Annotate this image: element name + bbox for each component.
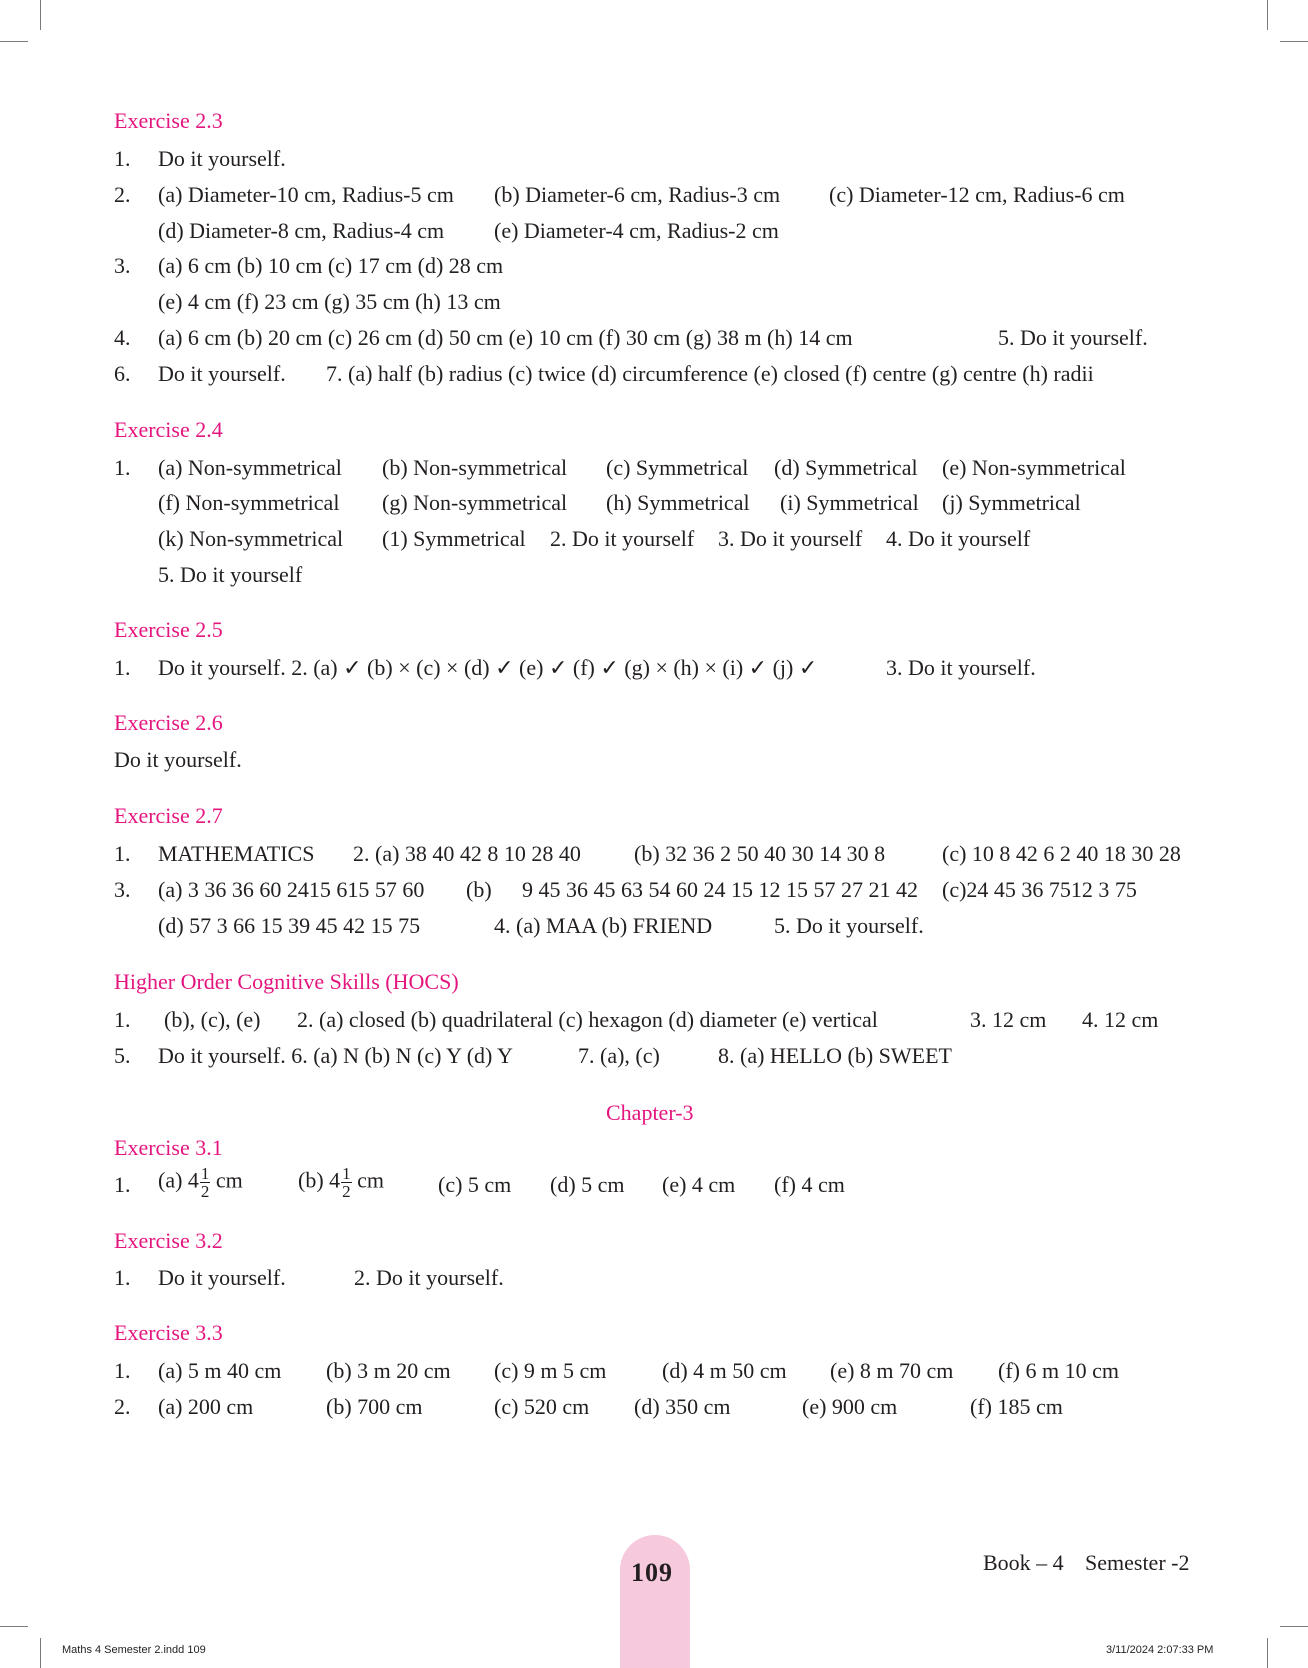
heading-exercise-3-3: Exercise 3.3 (114, 1320, 223, 1345)
answer-text: (e) 8 m 70 cm (830, 1358, 954, 1383)
question-number: 1. (114, 1265, 131, 1290)
answer-text: (b) Non-symmetrical (382, 455, 568, 480)
answer-text: (d) 4 m 50 cm (662, 1358, 787, 1383)
answer-text: 3. Do it yourself (718, 526, 863, 551)
crop-mark-top-right-horizontal (1280, 41, 1308, 42)
question-number: 1. (114, 1172, 131, 1197)
page-number-tab (620, 1535, 690, 1668)
answer-text: Do it yourself. (158, 361, 286, 386)
question-number: 1. (114, 655, 131, 680)
fraction-denominator: 2 (342, 1182, 351, 1201)
answer-text: (e) 4 cm (f) 23 cm (g) 35 cm (h) 13 cm (158, 289, 501, 314)
question-number: 3. (114, 253, 131, 278)
fraction-numerator: 1 (200, 1164, 210, 1183)
question-number: 1. (114, 1007, 131, 1032)
answer-text: Do it yourself. (158, 146, 286, 171)
crop-mark-top-left-horizontal (0, 41, 28, 42)
question-number: 1. (114, 455, 131, 480)
answer-text: (a) 6 cm (b) 10 cm (c) 17 cm (d) 28 cm (158, 253, 504, 278)
answer-text: Do it yourself. 6. (a) N (b) N (c) Y (d) Y (158, 1043, 513, 1068)
answer-text: (h) Symmetrical (606, 490, 750, 515)
answer-text: 3. 12 cm (970, 1007, 1047, 1032)
answer-label: (a) 4 (158, 1167, 199, 1193)
answer-text: 5. Do it yourself. (998, 325, 1148, 350)
answer-text: (e) 4 cm (662, 1172, 736, 1197)
answer-text: 9 45 36 45 63 54 60 24 15 12 15 57 27 21 42 (522, 877, 918, 902)
slug-file-info: Maths 4 Semester 2.indd 109 (62, 1644, 206, 1656)
answer-text: 7. (a), (c) (578, 1043, 660, 1068)
fraction-one-half (341, 1165, 352, 1200)
page-number: 109 (631, 1558, 673, 1587)
answer-text: (c) Symmetrical (606, 455, 749, 480)
heading-exercise-2-4: Exercise 2.4 (114, 417, 223, 442)
answer-unit: cm (215, 1167, 243, 1193)
answer-text: 2. Do it yourself. (354, 1265, 504, 1290)
answer-text: (k) Non-symmetrical (158, 526, 344, 551)
answer-text: (a) 6 cm (b) 20 cm (c) 26 cm (d) 50 cm (e) 10 cm (f) 30 cm (g) 38 m (h) 14 cm (158, 325, 853, 350)
chapter-title: Chapter-3 (606, 1100, 694, 1125)
heading-hocs: Higher Order Cognitive Skills (HOCS) (114, 969, 459, 994)
answer-a (158, 1165, 243, 1200)
heading-exercise-3-1: Exercise 3.1 (114, 1135, 223, 1160)
heading-exercise-2-5: Exercise 2.5 (114, 617, 223, 642)
question-number: 2. (114, 182, 131, 207)
question-number: 1. (114, 841, 131, 866)
answer-text: (e) 900 cm (802, 1394, 898, 1419)
answer-text: (a) 200 cm (158, 1394, 254, 1419)
answer-text: 2. (a) 38 40 42 8 10 28 40 (353, 841, 581, 866)
answer-label: (b) 4 (298, 1167, 341, 1193)
answer-text: (b) Diameter-6 cm, Radius-3 cm (494, 182, 781, 207)
answer-text: Do it yourself. (158, 1265, 286, 1290)
answer-text: 2. Do it yourself (550, 526, 695, 551)
answer-text: (c) 520 cm (494, 1394, 590, 1419)
answer-text: (e) Non-symmetrical (942, 455, 1126, 480)
answer-text: (b) 32 36 2 50 40 30 14 30 8 (634, 841, 886, 866)
answer-text: (d) 57 3 66 15 39 45 42 15 75 (158, 913, 421, 938)
answer-text: 2. (a) closed (b) quadrilateral (c) hexagon (d) diameter (e) vertical (297, 1007, 878, 1032)
question-number: 2. (114, 1394, 131, 1419)
answer-text: (c) 10 8 42 6 2 40 18 30 28 (942, 841, 1181, 866)
question-number: 3. (114, 877, 131, 902)
fraction-denominator: 2 (200, 1182, 210, 1201)
answer-text: Do it yourself. (114, 747, 242, 772)
crop-mark-top-left-vertical (40, 0, 41, 30)
crop-mark-bottom-right-vertical (1267, 1638, 1268, 1668)
question-number: 4. (114, 325, 131, 350)
answer-text: MATHEMATICS (158, 841, 315, 866)
question-number: 5. (114, 1043, 131, 1068)
answer-text: (a) 3 36 36 60 2415 615 57 60 (158, 877, 425, 902)
crop-mark-bottom-right-horizontal (1280, 1626, 1308, 1627)
answer-text: (f) 6 m 10 cm (998, 1358, 1119, 1383)
answer-text: Do it yourself. 2. (a) ✓ (b) × (c) × (d) ✓ (e) ✓ (f) ✓ (g) × (h) × (i) ✓ (j) ✓ (158, 655, 818, 680)
answer-text: (d) Symmetrical (774, 455, 918, 480)
answer-text: 4. (a) MAA (b) FRIEND (494, 913, 713, 938)
crop-mark-bottom-left-horizontal (0, 1626, 28, 1627)
answer-text: (b), (c), (e) (164, 1007, 261, 1032)
answer-text: (c) 9 m 5 cm (494, 1358, 607, 1383)
answer-text: 3. Do it yourself. (886, 655, 1036, 680)
answer-text: (a) Diameter-10 cm, Radius-5 cm (158, 182, 454, 207)
answer-text: (c)24 45 36 7512 3 75 (942, 877, 1137, 902)
answer-text: (i) Symmetrical (780, 490, 919, 515)
answer-text: (e) Diameter-4 cm, Radius-2 cm (494, 218, 779, 243)
crop-mark-bottom-left-vertical (40, 1638, 41, 1668)
answer-text: (1) Symmetrical (382, 526, 526, 551)
question-number: 1. (114, 146, 131, 171)
answer-text: (a) 5 m 40 cm (158, 1358, 282, 1383)
answer-b (298, 1165, 384, 1200)
answer-text: 5. Do it yourself. (774, 913, 924, 938)
answer-text: (b) (466, 877, 492, 902)
fraction-numerator: 1 (342, 1164, 351, 1183)
heading-exercise-2-7: Exercise 2.7 (114, 803, 223, 828)
answer-text: (b) 3 m 20 cm (326, 1358, 451, 1383)
book-label: Book – 4 (983, 1550, 1064, 1575)
answer-text: 7. (a) half (b) radius (c) twice (d) circumference (e) closed (f) centre (g) centre (h) radii (326, 361, 1094, 386)
answer-text: (f) 185 cm (970, 1394, 1063, 1419)
answer-unit: cm (357, 1167, 385, 1193)
heading-exercise-3-2: Exercise 3.2 (114, 1228, 223, 1253)
heading-exercise-2-6: Exercise 2.6 (114, 710, 223, 735)
answer-text: (d) Diameter-8 cm, Radius-4 cm (158, 218, 445, 243)
answer-text: (j) Symmetrical (942, 490, 1081, 515)
answer-text: (c) Diameter-12 cm, Radius-6 cm (829, 182, 1125, 207)
slug-date-time: 3/11/2024 2:07:33 PM (1106, 1644, 1214, 1656)
answer-text: (d) 5 cm (550, 1172, 625, 1197)
question-number: 6. (114, 361, 131, 386)
answer-text: (a) Non-symmetrical (158, 455, 342, 480)
fraction-one-half (200, 1165, 211, 1200)
answer-text: (f) 4 cm (774, 1172, 845, 1197)
semester-label: Semester -2 (1085, 1550, 1190, 1575)
answer-text: 4. 12 cm (1082, 1007, 1159, 1032)
answer-text: (c) 5 cm (438, 1172, 512, 1197)
answer-text: 5. Do it yourself (158, 562, 303, 587)
answer-text: (g) Non-symmetrical (382, 490, 568, 515)
answer-text: (d) 350 cm (634, 1394, 731, 1419)
answer-text: (b) 700 cm (326, 1394, 423, 1419)
answer-text: 4. Do it yourself (886, 526, 1031, 551)
answer-text: 8. (a) HELLO (b) SWEET (718, 1043, 952, 1068)
question-number: 1. (114, 1358, 131, 1383)
heading-exercise-2-3: Exercise 2.3 (114, 108, 223, 133)
crop-mark-top-right-vertical (1267, 0, 1268, 30)
answer-text: (f) Non-symmetrical (158, 490, 340, 515)
